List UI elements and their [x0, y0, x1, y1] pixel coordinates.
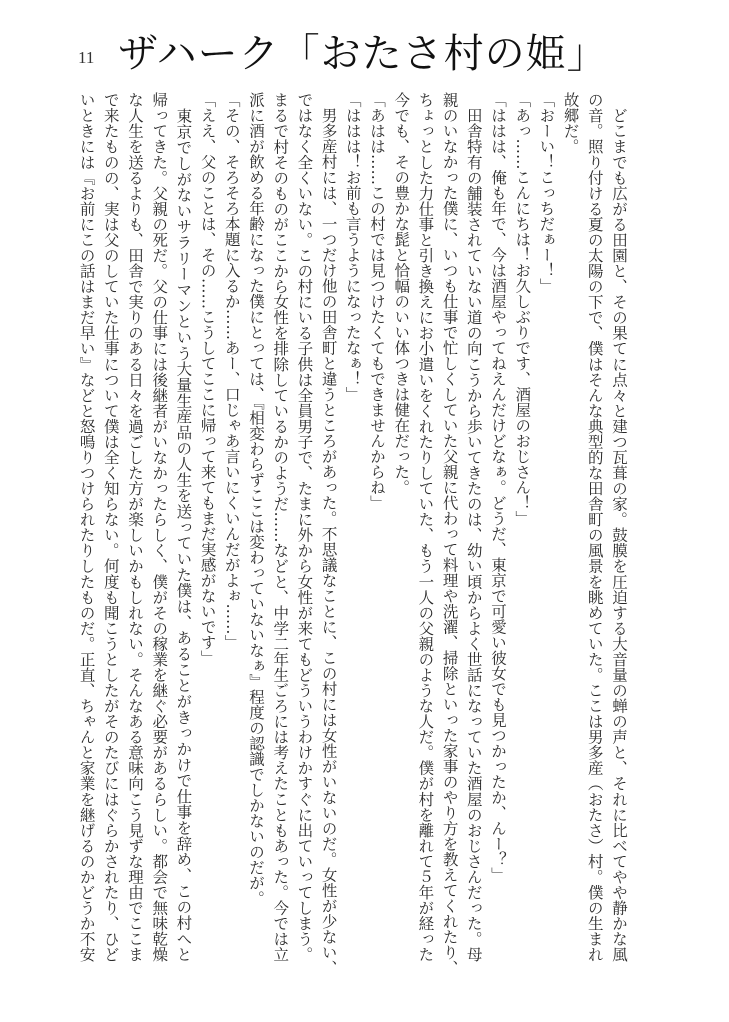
text-column: 故郷だ。 — [561, 92, 580, 154]
text-column: 帰ってきた。父親の死だ。父の仕事には後継者がいなかったらしく、僕がその稼業を継ぐ必要があるらしい。都会で無味乾燥 — [150, 92, 169, 963]
text-column: 「その、そろそろ本題に入るか……あー、口じゃあ言いにくいんだがよぉ……」 — [222, 92, 241, 650]
text-column: 「ええ、父のことは、その……こうしてここに帰って来てもまだ実感がないです」 — [198, 92, 217, 666]
chapter-title: ザハーク「おたさ村の姫」 — [118, 31, 608, 77]
text-column: 「あっ……こんにちは！お久しぶりです、酒屋のおじさん！」 — [513, 92, 532, 526]
text-column: いときには『お前にこの話はまだ早い』などと怒鳴りつけられたりしたものだ。正直、ちゃんと家業を継げるのかどうか不安 — [77, 92, 96, 962]
text-column: ではなく全くいない。この村にいる子供は全員男子で、たまに外から女性が来てもどういうわけかすぐに出ていってしまう。 — [295, 92, 314, 963]
text-column: の音。照り付ける夏の太陽の下で、僕はそんな典型的な田舎町の風景を眺めていた。ここは男多産（おたさ）村。僕の生まれ — [585, 92, 604, 962]
text-column: 「おーい！こっちだぁー！」 — [537, 92, 556, 294]
text-column: な人生を送るよりも、田舎で実りのある日々を過ごした方が楽しいかもしれない。そんなある意味向こう見ずな理由でここま — [126, 92, 144, 963]
text-column: 田舎特有の舗装されていない道の向こうから歩いてきたのは、幼い頃からよく世話になっていた酒屋のおじさんだった。母 — [464, 92, 483, 963]
text-column: 今でも、その豊かな髭と恰幅のいい体つきは健在だった。 — [392, 92, 411, 495]
text-column: 「ははは！お前も言うようになったなぁ！」 — [343, 92, 362, 402]
text-column: で来たものの、実は父のしていた仕事について僕は全く知らない。何度も聞こうとしたがそのたびにはぐらかされたり、ひど — [101, 92, 120, 963]
text-column: 「ははは、俺も年で、今は酒屋やってねえんだけどなぁ。どうだ、東京で可愛い彼女でも見つかったか、んー？」 — [489, 92, 507, 883]
text-column: 親のいなかった僕に、いつも仕事で忙しくしていた父親に代わって料理や洗濯、掃除といった家事のやり方を教えてくれたり、 — [440, 92, 459, 976]
text-column: ちょっとした力仕事と引き換えにお小遣いをくれたりしていた、もう一人の父親のような人だ。僕が村を離れて５年が経った — [416, 92, 435, 963]
text-column: 派に酒が飲める年齢になった僕にとっては、『相変わらずここは変わっていないなぁ』程度の認識でしかないのだが。 — [247, 92, 265, 906]
page-number: 11 — [78, 48, 95, 67]
text-column: どこまでも広がる田園と、その果てに点々と建つ瓦葺の家。鼓膜を圧迫する大音量の蝉の声と、それに比べてやや静かな風 — [610, 92, 628, 963]
text-column: 「あはは……この村では見つけたくてもできませんからね」 — [368, 92, 386, 511]
vertical-text-body — [72, 92, 632, 976]
text-column: 男多産村には、一つだけ他の田舎町と違うところがあった。不思議なことに、この村には女性がいないのだ。女性が少ない、 — [319, 92, 338, 976]
text-column: 東京でしがないサラリーマンという大量生産品の人生を送っていた僕は、あることがきっかけで仕事を辞め、この村へと — [174, 92, 193, 962]
text-column: まるで村そのものがここから女性を排除しているかのようだ……などと、中学二年生ごろには考えたこともあった。今では立 — [271, 92, 290, 963]
